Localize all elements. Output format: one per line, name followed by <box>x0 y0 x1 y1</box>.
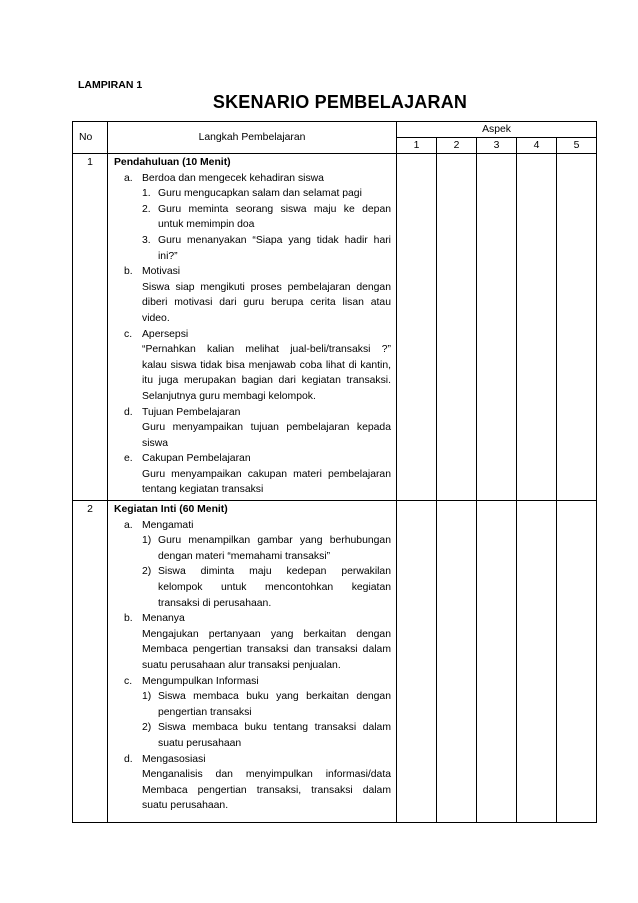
sub-item-line: Siswa diminta maju kedepan perwakilan <box>158 566 391 578</box>
sub-item-marker: 1) <box>142 691 152 703</box>
step-heading: Apersepsi <box>142 328 189 340</box>
aspek-cell-2 <box>437 501 477 823</box>
step-marker: c. <box>124 675 133 687</box>
step-description-line: suatu perusahaan. <box>142 800 229 812</box>
header-aspek: Aspek <box>397 122 597 138</box>
sub-item <box>114 720 391 751</box>
header-aspek-2: 2 <box>437 138 477 154</box>
page-title: SKENARIO PEMBELAJARAN <box>212 92 468 112</box>
row-number: 1 <box>73 154 108 501</box>
sub-item-marker: 2) <box>142 566 152 578</box>
sub-item-marker: 2. <box>142 203 151 215</box>
step-heading: Mengumpulkan Informasi <box>142 675 259 687</box>
sub-item-line: Guru menanyakan “Siapa yang tidak hadir hari <box>158 234 391 246</box>
aspek-cell-1 <box>397 154 437 501</box>
step-description-line: Menganalisis dan menyimpulkan informasi/data <box>142 769 391 781</box>
sub-item-line: pengertian transaksi <box>158 706 252 718</box>
header-no: No <box>73 122 108 154</box>
sub-item-marker: 2) <box>142 722 152 734</box>
sub-item-marker: 1) <box>142 535 152 547</box>
aspek-cell-5 <box>557 501 597 823</box>
sub-item-text <box>158 720 391 751</box>
sub-item-line: ini?” <box>158 250 178 262</box>
step-heading: Cakupan Pembelajaran <box>142 453 251 465</box>
table-row <box>73 154 597 501</box>
sub-item-text <box>158 202 391 233</box>
sub-item-line: kelompok untuk mencontohkan kegiatan <box>158 582 391 594</box>
sub-item-line: Siswa membaca buku tentang transaksi dalam <box>158 722 391 734</box>
step-description-line: Selanjutnya guru membagi kelompok. <box>142 390 316 402</box>
sub-item <box>114 233 391 264</box>
step-marker: a. <box>124 172 133 184</box>
aspek-cell-4 <box>517 501 557 823</box>
step-item <box>114 611 391 627</box>
step-item <box>114 405 391 421</box>
step-item <box>114 171 391 187</box>
step-item <box>114 752 391 768</box>
step-marker: e. <box>124 453 133 465</box>
step-marker: b. <box>124 266 133 278</box>
step-marker: c. <box>124 328 133 340</box>
step-description-line: kalau siswa tidak bisa menjawab coba lihat di kantin, <box>142 359 391 371</box>
scenario-table <box>72 121 597 823</box>
row-steps <box>108 154 397 501</box>
step-description-line: video. <box>142 312 170 324</box>
step-marker: d. <box>124 406 133 418</box>
sub-item <box>114 533 391 564</box>
header-aspek-3: 3 <box>477 138 517 154</box>
step-description-line: Membaca pengertian transaksi, transaksi dalam <box>142 784 391 796</box>
sub-item-marker: 1. <box>142 188 151 200</box>
sub-item-line: transaksi di perusahaan. <box>158 597 272 609</box>
aspek-cell-3 <box>477 501 517 823</box>
sub-item-text <box>158 233 391 264</box>
step-description-line: diberi motivasi dari guru berupa cerita lisan atau <box>142 297 391 309</box>
step-description-line: tentang kegiatan transaksi <box>142 484 264 496</box>
header-aspek-4: 4 <box>517 138 557 154</box>
appendix-label: LAMPIRAN 1 <box>78 79 143 91</box>
sub-item <box>114 202 391 233</box>
aspek-cell-3 <box>477 154 517 501</box>
sub-item <box>114 564 391 611</box>
sub-item-text <box>158 689 391 720</box>
sub-item-line: suatu perusahaan <box>158 737 242 749</box>
aspek-cell-4 <box>517 154 557 501</box>
row-steps <box>108 501 397 823</box>
step-description-line: Mengajukan pertanyaan yang berkaitan dengan <box>142 628 391 640</box>
sub-item-line: untuk memimpin doa <box>158 219 255 231</box>
step-heading: Menanya <box>142 613 185 625</box>
step-description-line: siswa <box>142 437 168 449</box>
sub-item-line: Guru menampilkan gambar yang berhubungan <box>158 535 391 547</box>
step-description-line: Guru menyampaikan cakupan materi pembelajaran <box>142 468 391 480</box>
step-item <box>114 327 391 343</box>
step-description-line: Membaca pengertian transaksi dan transaksi dalam <box>142 644 391 656</box>
sub-item-line: dengan materi “memahami transaksi” <box>158 550 331 562</box>
step-description-line: “Pernahkan kalian melihat jual-beli/transaksi ?” <box>142 344 391 356</box>
step-marker: a. <box>124 519 133 531</box>
aspek-cell-1 <box>397 501 437 823</box>
step-description-line: Siswa siap mengikuti proses pembelajaran dengan <box>142 281 391 293</box>
sub-item-line: Guru mengucapkan salam dan selamat pagi <box>158 188 362 200</box>
sub-item-text <box>158 533 391 564</box>
step-description-line: suatu perusahaan alur transaksi penjualan. <box>142 660 341 671</box>
sub-item <box>114 689 391 720</box>
sub-item-text <box>158 186 391 202</box>
step-heading: Mengasosiasi <box>142 753 206 765</box>
sub-item-text <box>158 564 391 611</box>
step-marker: d. <box>124 753 133 765</box>
header-aspek-1: 1 <box>397 138 437 154</box>
step-item <box>114 674 391 690</box>
step-heading: Tujuan Pembelajaran <box>142 406 241 418</box>
aspek-cell-5 <box>557 154 597 501</box>
step-item <box>114 451 391 467</box>
header-step: Langkah Pembelajaran <box>108 122 397 154</box>
step-item <box>114 518 391 534</box>
step-heading: Motivasi <box>142 266 181 278</box>
step-description-line: itu juga merupakan bagian dari kegiatan transaksi. <box>142 375 391 387</box>
sub-item-line: Guru meminta seorang siswa maju ke depan <box>158 203 391 215</box>
sub-item-marker: 3. <box>142 234 151 246</box>
table-row <box>73 501 597 823</box>
step-heading: Berdoa dan mengecek kehadiran siswa <box>142 172 324 184</box>
sub-item-line: Siswa membaca buku yang berkaitan dengan <box>158 691 391 703</box>
section-title: Pendahuluan (10 Menit) <box>114 157 231 168</box>
aspek-cell-2 <box>437 154 477 501</box>
step-item <box>114 264 391 280</box>
step-description-line: Guru menyampaikan tujuan pembelajaran kepada <box>142 422 391 434</box>
step-heading: Mengamati <box>142 519 194 531</box>
sub-item <box>114 186 391 202</box>
header-aspek-5: 5 <box>557 138 597 154</box>
step-marker: b. <box>124 613 133 625</box>
section-title: Kegiatan Inti (60 Menit) <box>114 504 228 516</box>
row-number: 2 <box>73 501 108 823</box>
